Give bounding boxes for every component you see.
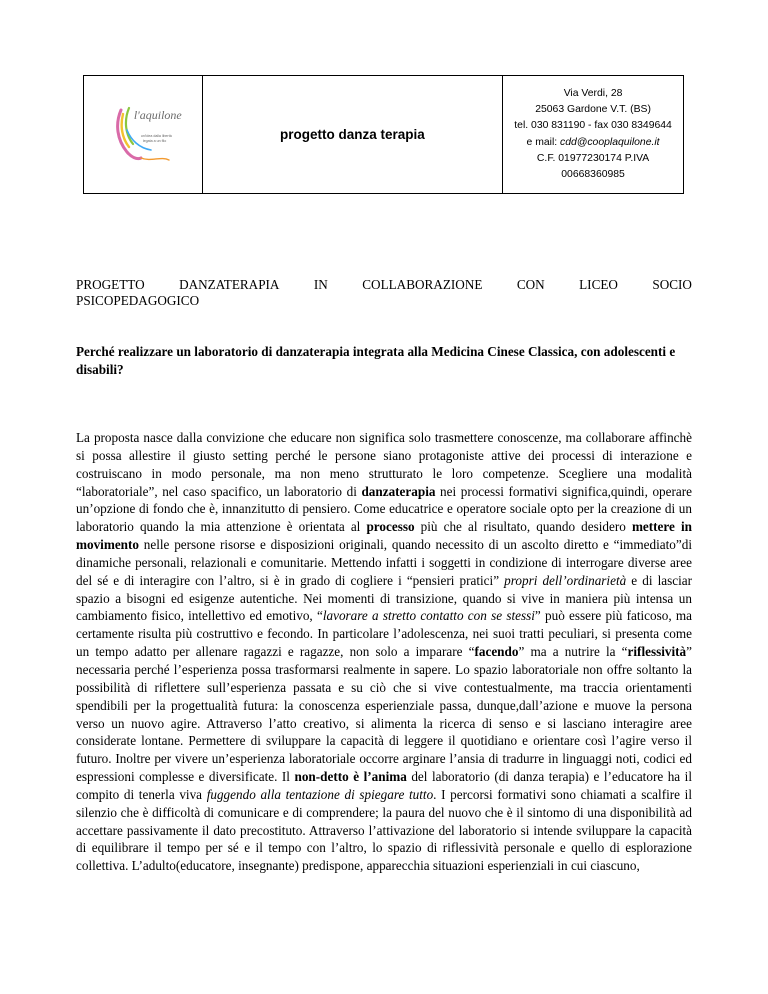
aquilone-logo [107, 100, 182, 170]
project-title [76, 277, 692, 309]
title-word: COLLABORAZIONE [362, 277, 483, 292]
logo-tagline: un'idea dalla libertà [140, 133, 172, 138]
title-word: SOCIO [652, 277, 692, 292]
title-word: DANZATERAPIA [179, 277, 280, 292]
contact-email [503, 135, 683, 151]
body-paragraph: La proposta nasce dalla convizione che educare non significa solo trasmettere conoscenze, ma collaborare affinchè si possa allestire il giusto setting perché le persone siano protagoniste attive dei processi di interazione e costruiscano in modo personale, ma non meno strutturato le loro competenze. Scegliere una modalità “laboratoriale”, nel caso spacifico, un laboratorio di danzaterapia nei processi formativi significa,quindi, operare un’opzione di fondo che è, innanzitutto di pensiero. Come educatrice e operatore sociale opto per la creazione di un laboratorio quando la mia attenzione è orientata al processo più che al risultato, quando desidero mettere in movimento nelle persone risorse e disposizioni originali, quando necessito di un ascolto diretto e “immediato”di dinamiche personali, relazionali e comunitarie. Mettendo infatti i soggetti in condizione di interrogare diverse aree del sé e di interagire con l’altro, si è in grado di cogliere i “pensieri pratici” propri dell’ordinarietà e di lasciar spazio a bisogni ed esigenze autentiche. Nei momenti di transizione, quando si vive in maniera più intensa un cambiamento fisico, intellettivo ed emotivo, “lavorare a stretto contatto con se stessi” può essere più faticoso, ma certamente risulta più costruttivo e fecondo. In particolare l’adolescenza, nei suoi tratti peculiari, si presenta come un tempo adatto per allenare ragazzi e ragazze, non solo a imparare “facendo” ma a nutrire la “riflessività” necessaria perché l’esperienza possa trasformarsi realmente in sapere. Lo spazio laboratoriale non offre soltanto la possibilità di riflettere sull’esperienza passata e su ciò che si vive contestualmente, ma traccia orientamenti spendibili per la progettualità futura: la conoscenza esperienziale passa, dunque,dall’azione e muove la persona verso un nuovo agire. Attraverso l’atto creativo, si alimenta la ricerca di senso e si lasciano interagire aree considerate lontane. Permettere di sviluppare la capacità di leggere il quotidiano e orientare così l’agire verso il futuro. Inoltre per vivere un’esperienza laboratoriale occorre arginare l’ansia di tradurre in linguaggi noti, codici ed espressioni complesse e diversificate. Il non-detto è l’anima del laboratorio (di danza terapia) e l’educatore ha il compito di tenerla viva fuggendo alla tentazione di spiegare tutto. I percorsi formativi sono chiamati a scalfire il silenzio che è difficoltà di comunicare e di comprendere; la paura del nuovo che è il sintomo di una disponibilità ad accettare passivamente il dato precostituto. Attraverso l’attivazione del laboratorio si intende sviluppare la capacità di equilibrare il tempo per sé e il tempo con l’altro, lo spazio di riflessività personale e quello di esplorazione collettiva. L’adulto(educatore, insegnante) predispone, apparecchia situazioni esperienziali in cui ciascuno, [76, 430, 693, 874]
email-link[interactable]: cdd@cooplaquilone.it [560, 136, 660, 148]
contact-info [503, 76, 684, 194]
logo-tagline: legata a un filo [142, 138, 167, 143]
email-label: e mail: [526, 136, 561, 148]
title-word: CON [516, 277, 545, 292]
logo-cell [84, 76, 203, 194]
logo-name: l'aquilone [133, 107, 182, 122]
contact-tax-code: C.F. 01977230174 P.IVA [536, 152, 650, 164]
title-last-line: PSICOPEDAGOGICO [76, 293, 200, 308]
letterhead-title: progetto danza terapia [202, 76, 502, 194]
contact-city: 25063 Gardone V.T. (BS) [535, 103, 651, 115]
contact-address: Via Verdi, 28 [563, 87, 623, 99]
contact-phone: tel. 030 831190 - fax 030 8349644 [514, 120, 672, 132]
title-word: LICEO [579, 277, 618, 292]
title-word: PROGETTO [76, 277, 145, 292]
title-word: IN [313, 277, 328, 292]
contact-vat: 00668360985 [561, 169, 625, 181]
letterhead-table [83, 75, 684, 194]
section-question: Perché realizzare un laboratorio di danzaterapia integrata alla Medicina Cinese Classica, con adolescenti e disabili? [76, 344, 676, 377]
